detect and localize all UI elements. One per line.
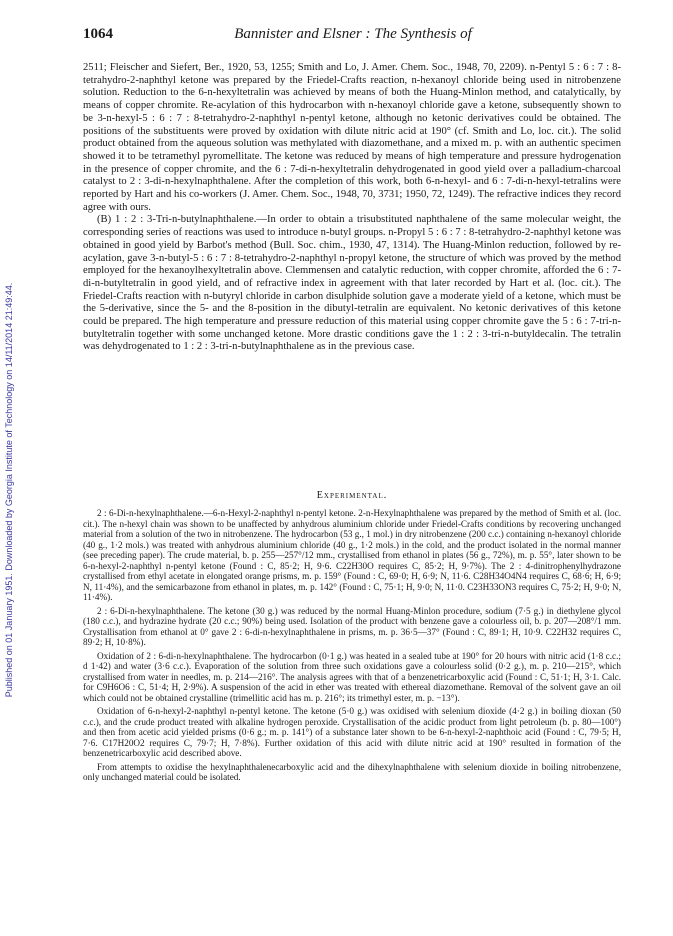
body-text	[83, 62, 621, 354]
section-heading: Experimental.	[316, 490, 388, 501]
experimental-paragraph: Oxidation of 6-n-hexyl-2-naphthyl n-pentyl ketone. The ketone (5·0 g.) was oxidised with selenium dioxide (4·2 g.) in boiling dioxan (50 c.c.), and the crude product treated with alkaline hydrogen peroxide. Crystallisation of the acidic product from light petroleum (b. p. 80—100°) and then from acetic acid yielded prisms (0·6 g.; m. p. 141°) of a substance later shown to be 6-n-hexyl-2-naphthoic acid (Found : C, 79·5; H, 7·6. C17H20O2 requires C, 79·7; H, 7·8%). Further oxidation of this acid with dilute nitric acid at 190° resulted in formation of the benzenetricarboxylic acid described above.	[83, 706, 621, 758]
experimental-section	[83, 508, 621, 786]
experimental-paragraph: 2 : 6-Di-n-hexylnaphthalene.—6-n-Hexyl-2-naphthyl n-pentyl ketone. 2-n-Hexylnaphthalene was prepared by the method of Smith et al. (loc. cit.). The n-hexyl chain was shown to be unaffected by anhydrous aluminium chloride under Friedel-Crafts conditions by recovering unchanged material from a solution of the two in nitrobenzene. The hydrocarbon (53 g., 1 mol.) in dry nitrobenzene (200 c.c.) containing n-hexanoyl chloride (40 g., 1·2 mols.) was treated with anhydrous aluminium chloride (40 g., 1·2 mols.) in the cold, and the product isolated in the normal manner (see preceding paper). The crude material, b. p. 255—257°/12 mm., crystallised from ethanol in plates (56 g., 72%), m. p. 55°, later shown to be 6-n-hexyl-2-naphthyl n-pentyl ketone (Found : C, 85·2; H, 9·6. C22H30O requires C, 85·2; H, 9·7%). The 2 : 4-dinitrophenylhydrazone crystallised from ethyl acetate in elongated orange prisms, m. p. 159° (Found : C, 69·0; H, 6·9; N, 11·6. C28H34O4N4 requires C, 68·6; H, 6·9; N, 11·4%), and the semicarbazone from ethanol in plates, m. p. 142° (Found : C, 75·1; H, 9·0; N, 11·0. C23H33ON3 requires C, 75·2; H, 9·0; N, 11·4%).	[83, 508, 621, 602]
side-download-notice-text: Published on 01 January 1951. Downloaded by Georgia Institute of Technology on 14/11/2014 21:49:44.	[4, 282, 14, 698]
page-number: 1064	[83, 26, 113, 42]
body-paragraph: (B) 1 : 2 : 3-Tri-n-butylnaphthalene.—In order to obtain a trisubstituted naphthalene of the same molecular weight, the corresponding series of reactions was used to introduce n-butyl groups. n-Propyl 5 : 6 : 7 : 8-tetrahydro-2-naphthyl ketone was obtained in good yield by Barbot's method (Bull. Soc. chim., 1930, 47, 1314). The Huang-Minlon reduction, followed by re-acylation, gave 3-n-butyl-5 : 6 : 7 : 8-tetrahydro-2-naphthyl n-propyl ketone, the structure of which was proved by the method employed for the hexanoylhexyltetralin above. Clemmensen and catalytic reduction, with copper chromite, afforded the 6 : 7-di-n-butyltetralin in good yield, and of refractive index in agreement with that later recorded by Hart et al. (loc. cit.). The Friedel-Crafts reaction with n-butyryl chloride in carbon disulphide solution gave a moderate yield of a ketone, which must be the 5-derivative, since the 5- and the 8-position in the dibutyl-tetralin are equivalent. No ketonic derivatives of this ketone could be prepared. The high temperature and pressure reduction of this material using copper chromite gave the 5 : 6 : 7-tri-n-butyltetralin together with some unchanged ketone. More drastic conditions gave the 1 : 2 : 3-tri-n-butyldecalin. The tetralin was dehydrogenated to 1 : 2 : 3-tri-n-butylnaphthalene as in the previous case.	[83, 214, 621, 353]
experimental-paragraph: 2 : 6-Di-n-hexylnaphthalene. The ketone (30 g.) was reduced by the normal Huang-Minlon procedure, sodium (7·5 g.) in diethylene glycol (180 c.c.), and hydrazine hydrate (20 c.c.; 90%) being used. Isolation of the product with benzene gave a colourless oil, b. p. 207—208°/1 mm. Crystallisation from ethanol at 0° gave 2 : 6-di-n-hexylnaphthalene in prisms, m. p. 36·5—37° (Found : C, 89·1; H, 10·9. C22H32 requires C, 89·2; H, 10·8%).	[83, 605, 621, 647]
running-title: Bannister and Elsner : The Synthesis of	[234, 26, 472, 42]
experimental-paragraph: Oxidation of 2 : 6-di-n-hexylnaphthalene. The hydrocarbon (0·1 g.) was heated in a sealed tube at 190° for 20 hours with nitric acid (1·8 c.c.; d 1·42) and water (3·6 c.c.). Evaporation of the solution from three such oxidations gave a colourless solid (0·2 g.), m. p. 210—215°, which crystallised from water in needles, m. p. 214—216°. The analysis agrees with that of a benzenetricarboxylic acid (Found : C, 51·1; H, 3·1. Calc. for C9H6O6 : C, 51·4; H, 2·9%). A suspension of the acid in ether was treated with ethereal diazomethane. Removal of the solvent gave an oil which could not be obtained crystalline (trimellitic acid has m. p. 216°; its trimethyl ester, m. p. −13°).	[83, 650, 621, 703]
side-download-notice	[2, 140, 16, 840]
page-header	[83, 26, 623, 46]
experimental-paragraph: From attempts to oxidise the hexylnaphthalenecarboxylic acid and the dihexylnaphthalene with selenium dioxide in boiling nitrobenzene, only unchanged material could be isolated.	[83, 761, 621, 782]
body-paragraph: 2511; Fleischer and Siefert, Ber., 1920, 53, 1255; Smith and Lo, J. Amer. Chem. Soc., 1948, 70, 2209). n-Pentyl 5 : 6 : 7 : 8-tetrahydro-2-naphthyl ketone was prepared by the Friedel-Crafts reaction, n-hexanoyl chloride being used in nitrobenzene solution. Reduction to the 6-n-hexyltetralin was achieved by means of both the Huang-Minlon method, and catalytically, by means of copper chromite. Re-acylation of this hydrocarbon with n-hexanoyl chloride gave a ketone, subsequently shown to be 3-n-hexyl-5 : 6 : 7 : 8-tetrahydro-2-naphthyl n-pentyl ketone, although no ketonic derivatives could be obtained. The positions of the substituents were proved by oxidation with dilute nitric acid at 190° (cf. Smith and Lo, loc. cit.). The solid product obtained from the aqueous solution was methylated with diazomethane, and a mixed m. p. with an authentic specimen showed it to be tetramethyl pyromellitate. The ketone was reduced by means of high temperature and pressure hydrogenation in the presence of copper chromite, and the 6 : 7-di-n-hexyltetralin dehydrogenated in good yield over a palladium-charcoal catalyst to 2 : 3-di-n-hexylnaphthalene. After the completion of this work, both 6-n-hexyl- and 6 : 7-di-n-hexyl-tetralins were reported by Hart and his co-workers (J. Amer. Chem. Soc., 1948, 70, 3731; 1950, 72, 1249). The refractive indices they record agree with ours.	[83, 62, 621, 213]
